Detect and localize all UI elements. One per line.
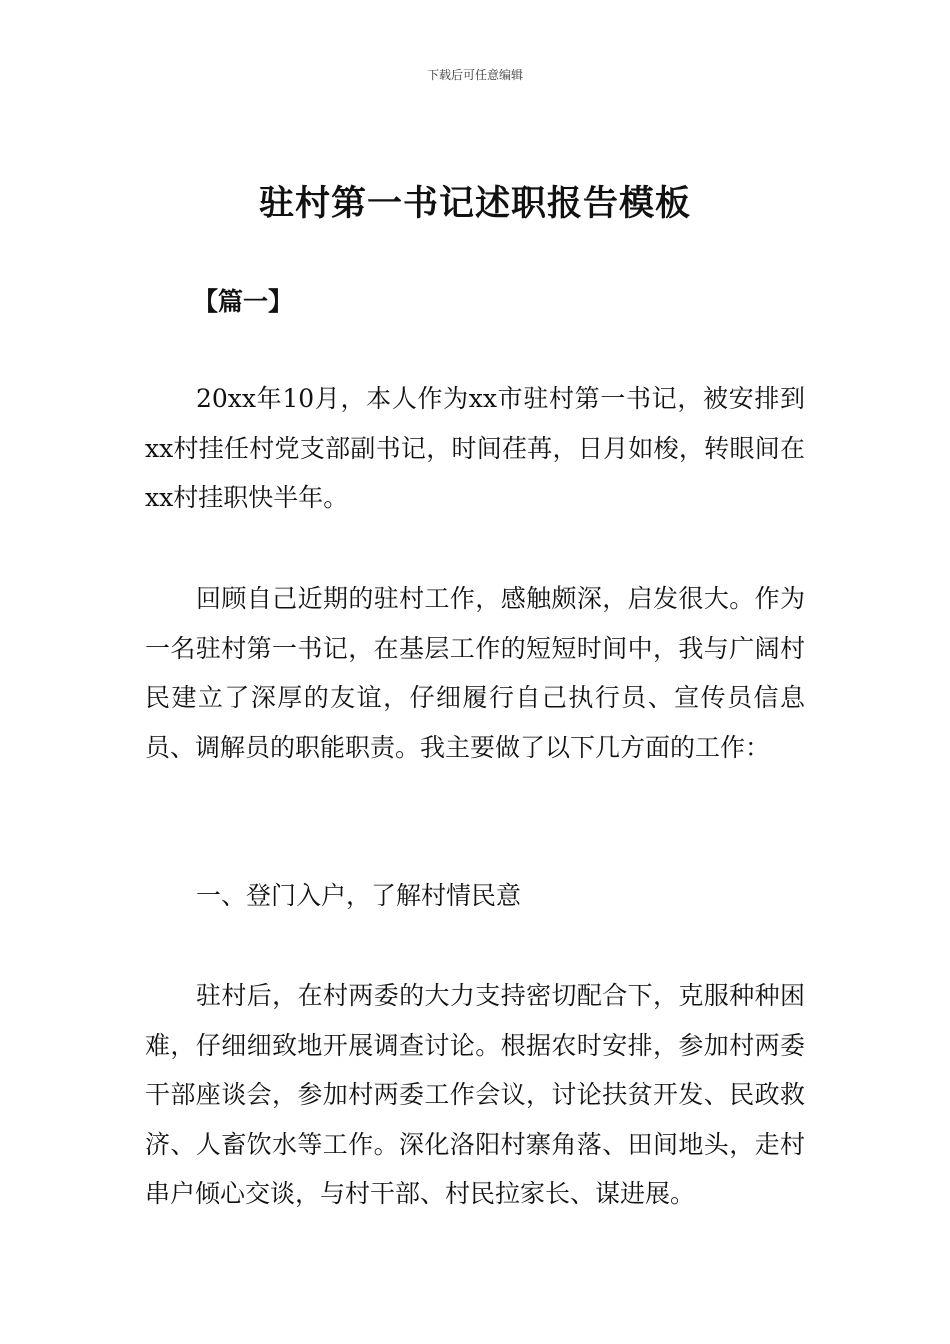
section-heading: 一、登门入户，了解村情民意 [196,881,522,910]
section-label: 【篇一】 [193,287,294,316]
document-title: 驻村第一书记述职报告模板 [258,184,691,224]
paragraph-investigation: 驻村后，在村两委的大力支持密切配合下，克服种种困难，仔细细致地开展调查讨论。根据农时安排，参加村两委干部座谈会，参加村两委工作会议，讨论扶贫开发、民政救济、人畜饮水等工作。深化洛阳村寨角落、田间地头，走村串户倾心交谈，与村干部、村民拉家长、谋进展。 [145,981,805,1208]
paragraph-intro: 20xx年10月，本人作为xx市驻村第一书记，被安排到xx村挂任村党支部副书记，时间荏苒，日月如梭，转眼间在xx村挂职快半年。 [145,384,805,512]
paragraph-review: 回顾自己近期的驻村工作，感触颇深，启发很大。作为一名驻村第一书记，在基层工作的短短时间中，我与广阔村民建立了深厚的友谊，仔细履行自己执行员、宣传员信息员、调解员的职能职责。我主要做了以下几方面的工作： [145,584,805,762]
page-header: 下载后可任意编辑 [426,68,523,82]
